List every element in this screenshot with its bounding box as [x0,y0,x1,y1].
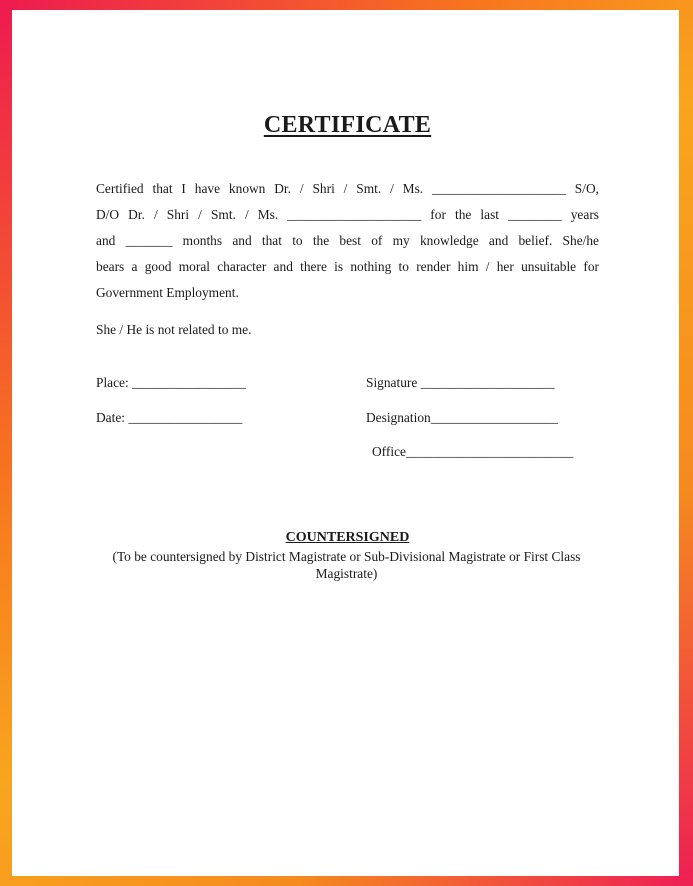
body-line-4: bears a good moral character and there is nothing to render him / her unsuitable for [96,259,599,274]
body-line-1: Certified that I have known Dr. / Shri / Smt. / Ms. ____________________ S/O, [96,181,599,196]
body-line-5: Government Employment. [96,285,239,300]
body-line-3: and _______ months and that to the best of my knowledge and belief. She/he [96,233,599,248]
countersigned-note: (To be countersigned by District Magistrate or Sub-Divisional Magistrate or First Class Magistrate) [112,549,581,581]
place-field: Place: _________________ [96,375,246,390]
signature-field: Signature ____________________ [366,375,555,390]
relation-statement: She / He is not related to me. [96,322,252,337]
certificate-page [22,20,673,866]
designation-field: Designation___________________ [366,410,558,425]
certificate-title: CERTIFICATE [263,112,432,138]
body-line-2: D/O Dr. / Shri / Smt. / Ms. ____________________ for the last ________ years [96,207,599,222]
certificate-body [96,176,599,306]
countersigned-title: COUNTERSIGNED [285,530,410,545]
date-field: Date: _________________ [96,410,243,425]
office-field: Office_________________________ [372,444,574,459]
